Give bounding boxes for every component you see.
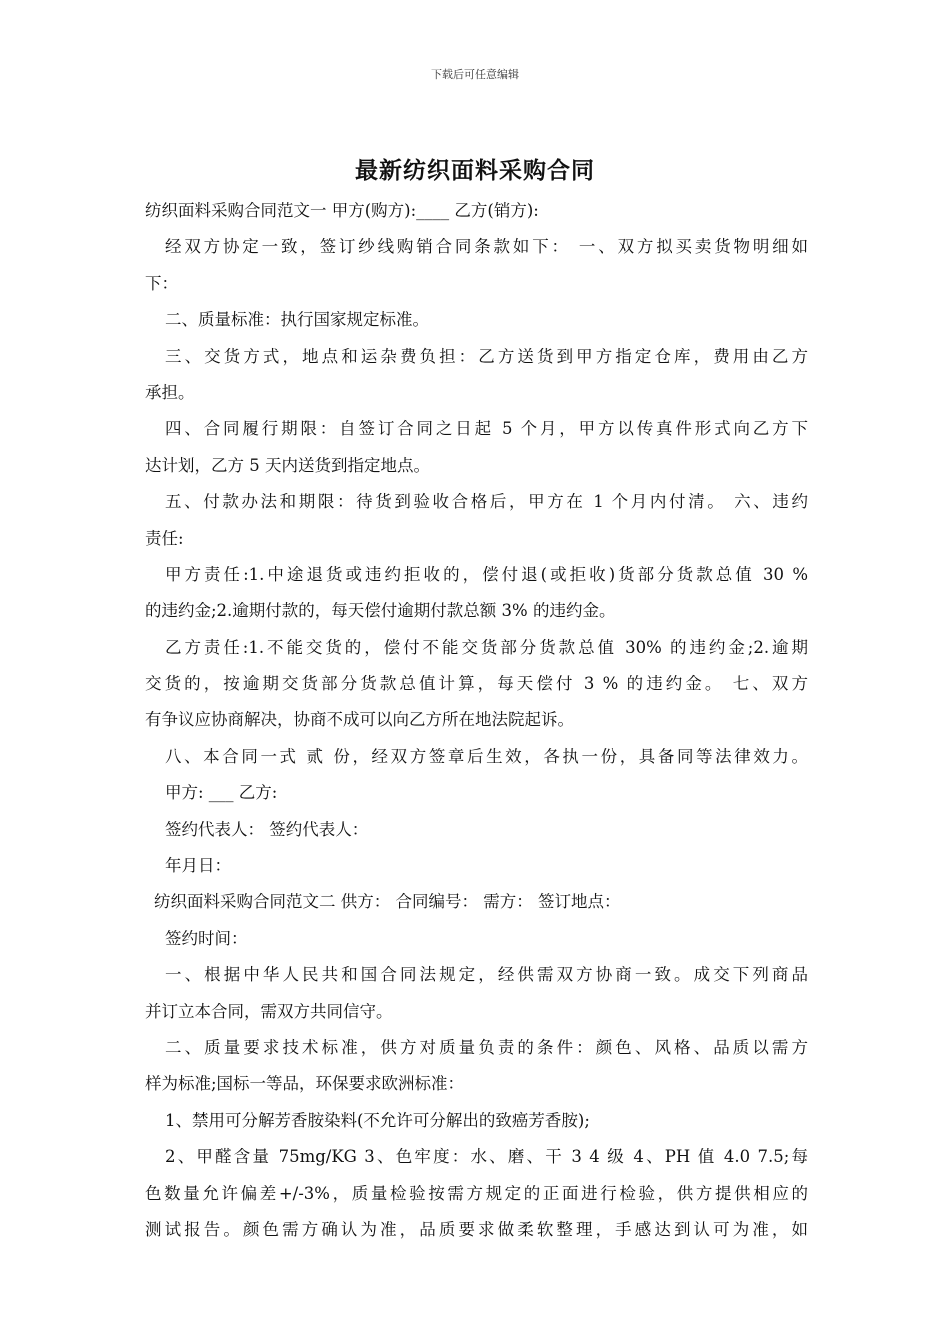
text-line: 下： [145,273,178,293]
text-line: 样为标准;国标一等品，环保要求欧洲标准： [145,1074,465,1094]
text-line: 四、合同履行期限：自签订合同之日起 5 个月，甲方以传真件形式向乙方下 [165,419,808,439]
text-line: 乙方责任:1.不能交货的，偿付不能交货部分货款总值 30% 的违约金;2.逾期 [165,637,808,657]
text-line: 签约代表人： 签约代表人： [165,819,369,839]
document-body [145,196,808,1251]
text-line: 色数量允许偏差+/-3%，质量检验按需方规定的正面进行检验，供方提供相应的 [145,1183,808,1203]
text-line: 2、甲醛含量 75mg/KG 3、色牢度：水、磨、干 3 4 级 4、PH 值 4.0 7.5;每 [165,1147,808,1167]
text-line: 纺织面料采购合同范文一 甲方(购方):____ 乙方(销方): [145,201,539,220]
header-note: 下载后可任意编辑 [431,68,519,81]
text-line: 年月日： [165,856,231,876]
text-line: 交货的，按逾期交货部分货款总值计算，每天偿付 3 % 的违约金。 七、双方 [145,674,808,694]
text-line: 甲方责任:1.中途退货或违约拒收的，偿付退(或拒收)货部分货款总值 30 % [165,564,808,584]
text-line: 三、交货方式，地点和运杂费负担：乙方送货到甲方指定仓库，费用由乙方 [165,346,808,366]
document-title: 最新纺织面料采购合同 [355,157,595,184]
text-line: 二、质量标准：执行国家规定标准。 [165,310,429,330]
text-line: 二、质量要求技术标准，供方对质量负责的条件：颜色、风格、品质以需方 [165,1037,808,1057]
text-line: 的违约金;2.逾期付款的，每天偿付逾期付款总额 3% 的违约金。 [145,601,616,621]
text-line: 签约时间： [165,928,248,948]
text-line: 一、根据中华人民共和国合同法规定，经供需双方协商一致。成交下列商品 [165,965,808,985]
text-line: 承担。 [145,382,195,402]
text-line: 测试报告。颜色需方确认为准，品质要求做柔软整理，手感达到认可为准，如 [145,1219,808,1239]
text-line: 八、本合同一式 贰 份，经双方签章后生效，各执一份，具备同等法律效力。 [165,746,808,766]
text-line: 经双方协定一致，签订纱线购销合同条款如下： 一、双方拟买卖货物明细如 [165,237,808,257]
text-line: 纺织面料采购合同范文二 供方： 合同编号： 需方： 签订地点： [154,892,621,912]
text-line: 五、付款办法和期限：待货到验收合格后，甲方在 1 个月内付清。 六、违约 [165,492,808,512]
text-line: 责任: [145,528,184,548]
text-line: 并订立本合同，需双方共同信守。 [145,1001,393,1021]
text-line: 1、禁用可分解芳香胺染料(不允许可分解出的致癌芳香胺); [165,1110,590,1130]
text-line: 有争议应协商解决，协商不成可以向乙方所在地法院起诉。 [145,710,574,730]
text-line: 甲方: ___ 乙方: [165,783,278,803]
text-line: 达计划，乙方 5 天内送货到指定地点。 [145,455,430,475]
